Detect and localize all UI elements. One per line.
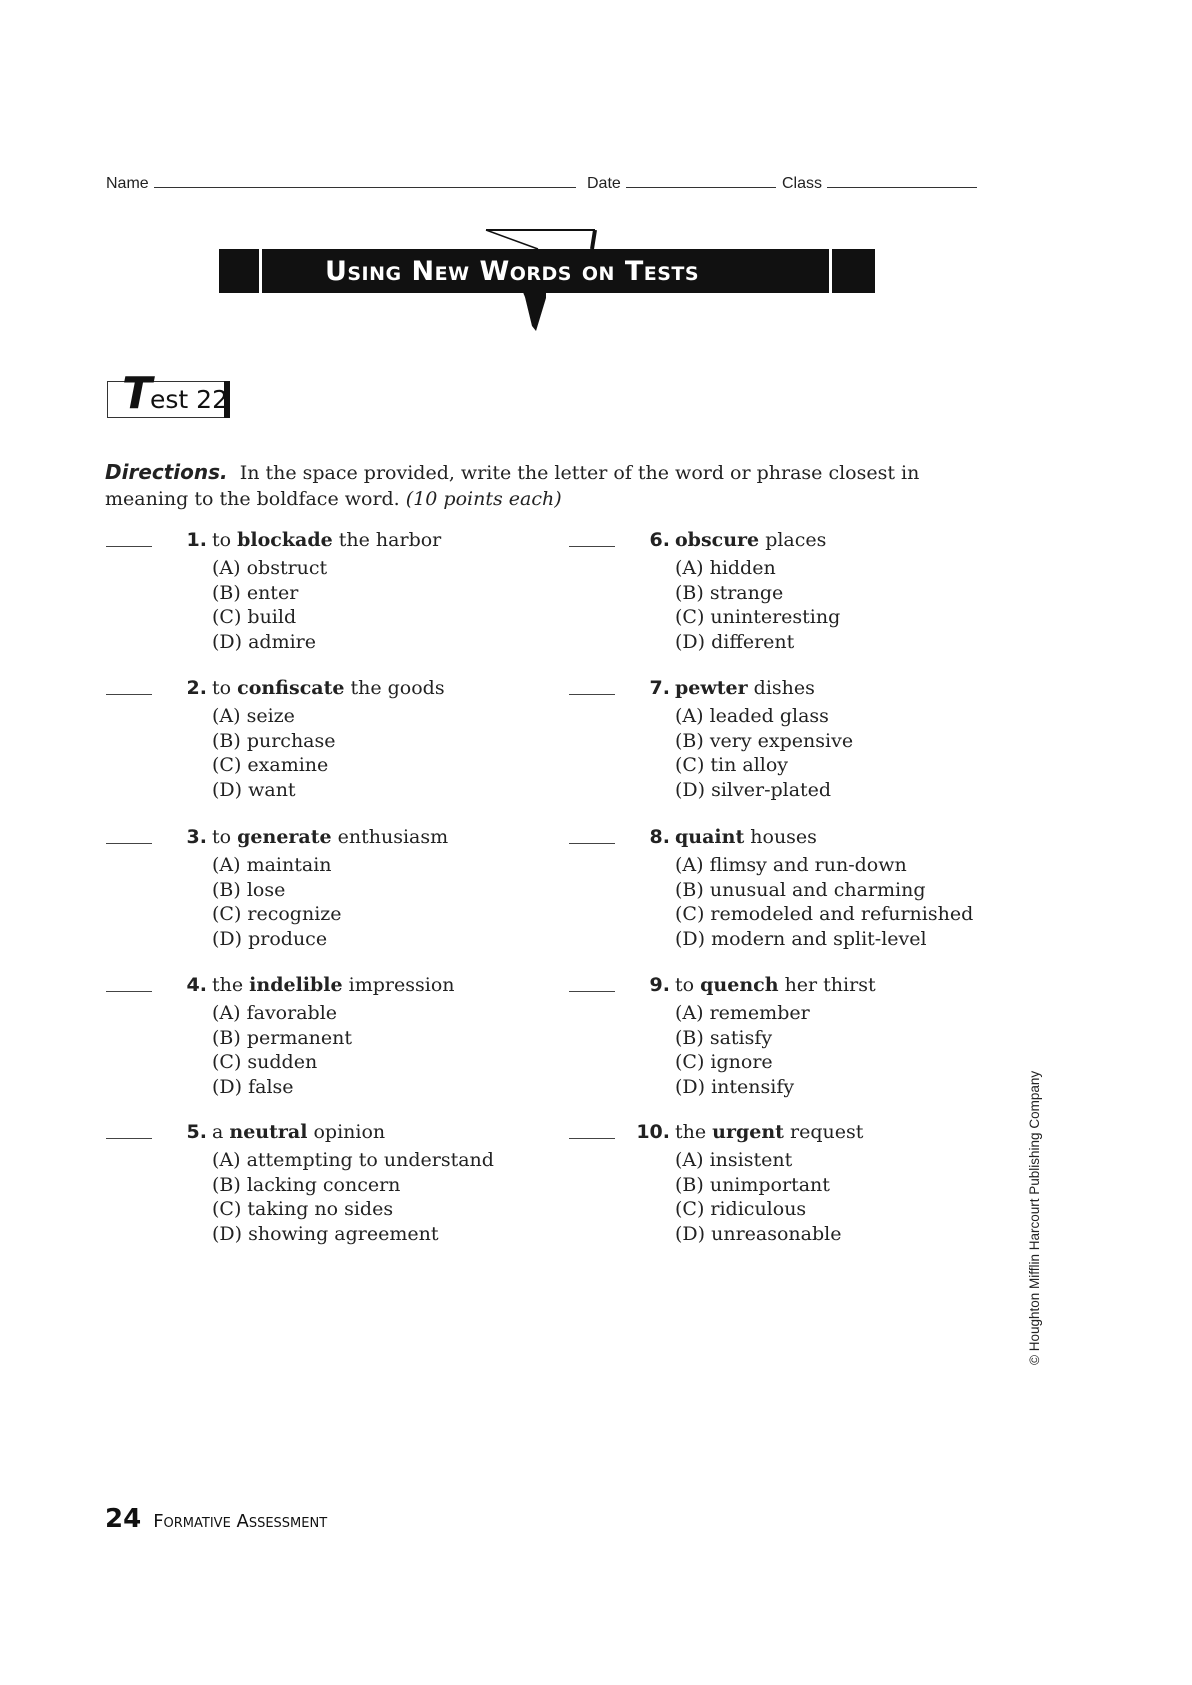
- directions-text: In the space provided, write the letter of the word or phrase closest in meaning to the boldface word.: [105, 462, 920, 510]
- answer-choice: (A) leaded glass: [675, 705, 829, 727]
- stem-suffix: request: [790, 1121, 864, 1143]
- banner-left-block: [219, 249, 259, 293]
- answer-choice: (A) insistent: [675, 1149, 793, 1171]
- question-item: [106, 1120, 546, 1250]
- answer-choice: (D) unreasonable: [675, 1222, 842, 1245]
- stem-prefix: the: [675, 1121, 707, 1143]
- answer-choice: (C) tin alloy: [675, 754, 789, 776]
- stem-suffix: dishes: [753, 677, 815, 699]
- question-number: 7.: [649, 677, 670, 699]
- question-stem: [212, 528, 441, 553]
- answer-choice: (A) seize: [212, 705, 295, 727]
- answer-choice: (A) attempting to understand: [212, 1149, 494, 1171]
- test-initial: T: [122, 368, 151, 419]
- answer-choice: (D) different: [675, 630, 795, 653]
- question-item: [569, 1120, 1009, 1250]
- vocabulary-word: indelible: [249, 974, 343, 996]
- page-footer: [105, 1504, 327, 1534]
- stem-prefix: to: [212, 677, 232, 699]
- question-number: 1.: [186, 529, 207, 551]
- stem-suffix: impression: [348, 974, 455, 996]
- answer-choice: (B) unusual and charming: [675, 878, 926, 901]
- answer-choice: (D) want: [212, 778, 296, 801]
- banner-right-block: [832, 249, 875, 293]
- answer-choices: [212, 556, 327, 654]
- date-label: Date: [587, 175, 621, 192]
- answer-blank[interactable]: [106, 1138, 152, 1139]
- vocabulary-word: urgent: [712, 1121, 784, 1143]
- question-stem: [212, 973, 455, 998]
- date-field[interactable]: [587, 175, 776, 193]
- vocabulary-word: generate: [237, 826, 332, 848]
- vocabulary-word: blockade: [237, 529, 333, 551]
- question-number: 2.: [186, 677, 207, 699]
- question-item: [569, 825, 1009, 955]
- answer-choices: [212, 1148, 494, 1246]
- answer-choices: [212, 704, 336, 802]
- question-stem: [675, 1120, 863, 1145]
- stem-prefix: to: [212, 529, 232, 551]
- copyright-notice: © Houghton Mifflin Harcourt Publishing Company: [1027, 1070, 1042, 1365]
- answer-choice: (C) examine: [212, 754, 329, 776]
- question-item: [106, 973, 546, 1103]
- answer-choices: [675, 1001, 810, 1099]
- answer-choice: (C) sudden: [212, 1051, 318, 1073]
- stem-suffix: opinion: [313, 1121, 386, 1143]
- question-number: 9.: [649, 974, 670, 996]
- answer-choices: [675, 1148, 841, 1246]
- answer-choice: (B) satisfy: [675, 1026, 773, 1049]
- question-number: 6.: [649, 529, 670, 551]
- answer-choices: [212, 853, 342, 951]
- answer-choice: (B) lacking concern: [212, 1173, 401, 1196]
- date-line[interactable]: [626, 186, 776, 188]
- stem-prefix: the: [212, 974, 244, 996]
- stem-suffix: the goods: [350, 677, 445, 699]
- stem-prefix: a: [212, 1121, 224, 1143]
- stem-suffix: the harbor: [338, 529, 442, 551]
- question-number: 10.: [636, 1121, 670, 1143]
- question-stem: [675, 676, 815, 701]
- directions-points: (10 points each): [405, 488, 562, 510]
- answer-choice: (C) ridiculous: [675, 1198, 807, 1220]
- question-item: [106, 825, 546, 955]
- answer-choice: (A) flimsy and run-down: [675, 854, 907, 876]
- stem-suffix: her thirst: [784, 974, 876, 996]
- question-number: 3.: [186, 826, 207, 848]
- answer-choice: (D) produce: [212, 927, 328, 950]
- question-number: 4.: [186, 974, 207, 996]
- answer-choice: (C) taking no sides: [212, 1198, 394, 1220]
- answer-choices: [212, 1001, 352, 1099]
- answer-choice: (D) modern and split-level: [675, 927, 927, 950]
- page-number: 24: [105, 1504, 142, 1534]
- name-label: Name: [106, 175, 149, 192]
- answer-choice: (D) false: [212, 1075, 294, 1098]
- answer-choice: (B) very expensive: [675, 729, 854, 752]
- vocabulary-word: pewter: [675, 677, 748, 699]
- stem-prefix: to: [675, 974, 695, 996]
- answer-choices: [675, 853, 973, 951]
- class-field[interactable]: [782, 175, 977, 193]
- question-stem: [675, 528, 826, 553]
- answer-choice: (A) hidden: [675, 557, 776, 579]
- answer-choice: (D) silver-plated: [675, 778, 832, 801]
- footer-label: Formative Assessment: [153, 1511, 328, 1532]
- question-item: [569, 973, 1009, 1103]
- stem-suffix: places: [765, 529, 827, 551]
- answer-choice: (C) build: [212, 606, 297, 628]
- test-number: est 22: [150, 385, 228, 414]
- stem-suffix: houses: [750, 826, 817, 848]
- answer-choice: (D) showing agreement: [212, 1222, 439, 1245]
- answer-choice: (C) remodeled and refurnished: [675, 903, 974, 925]
- question-number: 5.: [186, 1121, 207, 1143]
- question-item: [106, 676, 546, 806]
- answer-blank[interactable]: [569, 843, 615, 844]
- answer-blank[interactable]: [106, 546, 152, 547]
- name-line[interactable]: [154, 186, 576, 188]
- answer-blank[interactable]: [106, 991, 152, 992]
- answer-choices: [675, 704, 853, 802]
- answer-choice: (A) favorable: [212, 1002, 338, 1024]
- name-field[interactable]: [106, 175, 576, 193]
- answer-blank[interactable]: [569, 694, 615, 695]
- banner-title: Using New Words on Tests: [324, 255, 700, 287]
- question-stem: [675, 973, 876, 998]
- vocabulary-word: confiscate: [237, 677, 345, 699]
- question-stem: [212, 825, 448, 850]
- answer-choice: (B) permanent: [212, 1026, 353, 1049]
- answer-choice: (B) purchase: [212, 729, 336, 752]
- question-item: [569, 528, 1009, 658]
- class-line[interactable]: [827, 186, 977, 188]
- answer-blank[interactable]: [569, 546, 615, 547]
- answer-choice: (C) uninteresting: [675, 606, 841, 628]
- question-stem: [675, 825, 817, 850]
- answer-choice: (B) unimportant: [675, 1173, 830, 1196]
- question-stem: [212, 676, 445, 701]
- class-label: Class: [782, 175, 823, 192]
- question-item: [569, 676, 1009, 806]
- vocabulary-word: quench: [700, 974, 779, 996]
- vocabulary-word: obscure: [675, 529, 760, 551]
- vocabulary-word: neutral: [229, 1121, 308, 1143]
- answer-choice: (B) strange: [675, 581, 784, 604]
- question-stem: [212, 1120, 385, 1145]
- answer-blank[interactable]: [569, 1138, 615, 1139]
- vocabulary-word: quaint: [675, 826, 745, 848]
- directions: [105, 459, 995, 512]
- stem-prefix: to: [212, 826, 232, 848]
- answer-blank[interactable]: [106, 694, 152, 695]
- answer-choice: (C) ignore: [675, 1051, 773, 1073]
- answer-choice: (D) admire: [212, 630, 317, 653]
- answer-choices: [675, 556, 840, 654]
- answer-choice: (A) obstruct: [212, 557, 328, 579]
- stem-suffix: enthusiasm: [337, 826, 449, 848]
- question-item: [106, 528, 546, 658]
- answer-choice: (B) lose: [212, 878, 286, 901]
- answer-choice: (D) intensify: [675, 1075, 795, 1098]
- answer-choice: (A) maintain: [212, 854, 332, 876]
- answer-blank[interactable]: [106, 843, 152, 844]
- test-label: [122, 368, 228, 419]
- answer-choice: (B) enter: [212, 581, 299, 604]
- directions-lead: Directions.: [105, 460, 228, 484]
- answer-choice: (A) remember: [675, 1002, 810, 1024]
- question-number: 8.: [649, 826, 670, 848]
- answer-blank[interactable]: [569, 991, 615, 992]
- answer-choice: (C) recognize: [212, 903, 342, 925]
